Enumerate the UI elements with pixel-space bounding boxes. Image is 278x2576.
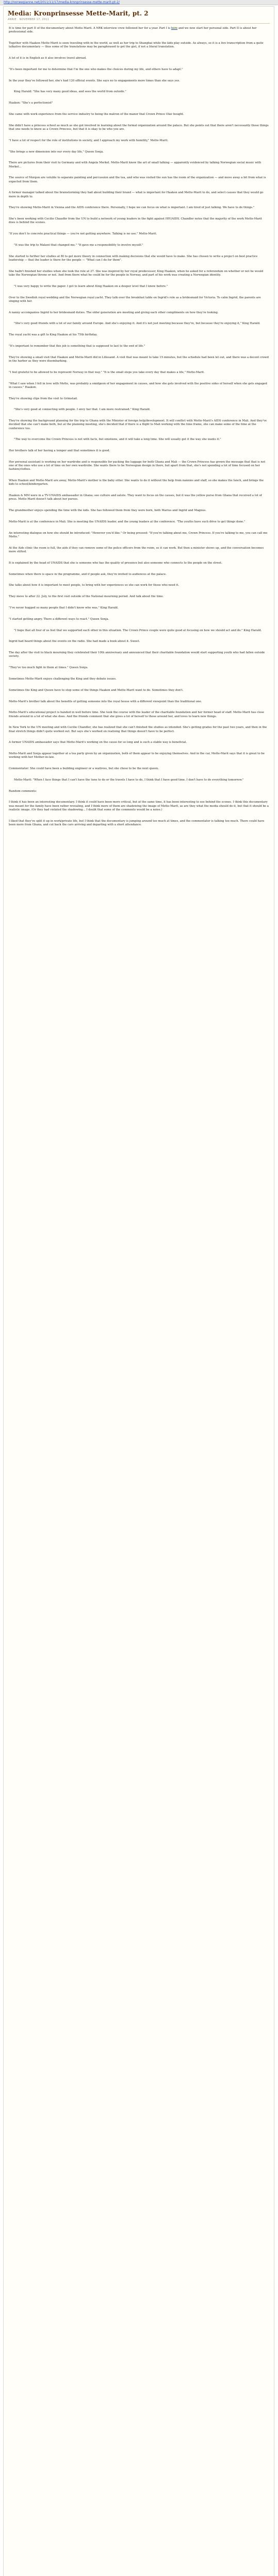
part-one-link[interactable]: here (171, 27, 178, 30)
article-paragraph: Mette-Marit's educational project is handed in well before time. She took the course with the leader of the charitable foundation and her former head of staff. Mette-Marit has close friends around in a lot of what she does. And the friends comment that she gives a lot of herself to those around her, and loves to learn new things. (9, 711, 265, 718)
article-paragraph: She's been working with Cecilie Chaudhr from the UN to build a network of young leaders in the fight against HIV/AIDS. Chandler notes that the majority of the work Mette-Marit does is behind the scenes. (9, 217, 262, 225)
article-paragraph: She talks about how it is important to meet people, to bring with her experiences so she can work for those who need it. (9, 584, 179, 587)
article-paragraph: "I have a lot of respect for the role of institutions in society, and I approach my work with humility," Mette-Marit. (9, 139, 169, 142)
article-paragraph: Haakon: "She's a perfectionist" (9, 101, 53, 105)
article-paragraph: The grandmother enjoys spending the time with the kids. She has followed them from they were born, both Marius and Ingrid and Magnus. (9, 509, 207, 513)
article-paragraph: In the year they've followed her, she's had 120 official events. She says no to engagements more times than she says yes. (9, 79, 180, 82)
article-paragraph: The source of Morgon are voluble to separate painting and percussion and the tea, and who was visited the sun has the room of the organization — and move away a bit from what is expected from them. (9, 176, 266, 183)
article-paragraph: "What I saw when I fell in love with Mette, was probably a smidgeon of her engagement in causes, and how she gets involved with the positive sides of herself when she gets engaged in causes." Haakon. (9, 382, 267, 389)
article-paragraph: "It's important to remember that this job is something that is supposed to last to the end of life." (9, 344, 145, 348)
article-paragraph: Ingrid had heard things about the events on the radio. She had made a book about it. Sweet. (9, 640, 140, 643)
article-paragraph: In New York to the UN meeting and with Cecilie Chandler, she has realized that she can't finished the studies as intended. She's getting grades for the past two years, and then in the final stretch things didn't quite worked out. But says she's worked on realising that things doesn't have to be perfect. (9, 726, 267, 733)
article-byline: ANNIE · NOVEMBER 17, 2011 (8, 18, 50, 21)
article-paragraph: She came with work experience from the service industry to being the matron of the manor that Crown Prince Olav bought. (9, 112, 184, 116)
article-paragraph: "If you don't to concrete practical things — you're not getting anywhere. Talking is no use." Mette-Marit. (9, 232, 157, 236)
article-paragraph: An interesting dialogue on how she should be introduced: "However you'd like." Or being pressed: "If you're talking about me, Crown Princess. If you're talking to me, you can call me Mette." (9, 531, 268, 538)
article-paragraph: Random comments: (9, 789, 37, 793)
article-quote: "I hope that all four of us feel that we supported each other in this situation. The Crown Prince couple were quite good at focusing on how we should act and do." King Harald. (14, 629, 262, 632)
title-divider (8, 23, 270, 24)
article-body (9, 27, 269, 827)
article-quote: "She's very good friends with a lot of our family around Europe. And she's enjoying it. And it's not just meeting because they're, but because they're enjoying it," King Harald. (14, 322, 260, 326)
article-paragraph: "It's been important for me to determine that I'm the one who makes the choices during my life, and others have to adapt." (9, 67, 183, 71)
article-paragraph: "I've never hugged so many people that I didn't know who was," King Harald. (9, 606, 119, 609)
article-paragraph: A lot of it is in English as it also involves travel abroad. (9, 57, 87, 60)
article-paragraph: A former manager talked about the brainstorming they had about building their brand — what is important for Haakon and Mette-Marit to do, and select causes that they would go more in depth to. (9, 191, 264, 198)
article-paragraph: The day after the visit to black mourning they celebrated their 10th anniversary and announced that their charitable foundation would start supporting youth who had fallen outside society. (9, 651, 265, 658)
article-paragraph: At the Aids clinic the room is full, the aids if they can remove some of the police officers from the room, so it can work. But then a minister shows up, and the conversation becomes more stilted. (9, 546, 264, 553)
page-url[interactable]: http://norwegianne.net/2011/11/17/media-kronprinsesse-mette-marit-pt-2/ (4, 1, 120, 4)
article-paragraph: A nanny accompanies Ingrid to her bridesmaid duties. The older generation are meeting and giving each other compliments on how they're looking. (9, 311, 219, 314)
article-title: Media: Kronprinsesse Mette-Marit, pt. 2 (8, 10, 149, 17)
article-paragraph: It is explained by the head of UNAIDS that she is someone who has the quality of presence but also someone who connects to the people on the street. (9, 561, 222, 565)
article-paragraph: Her personal assistant is working on her wardrobe and is responsible for packing the luggage for both Ghana and Mali — the Crown Princess has grown the message that that is not one of the ones who use a lot of time on her own wardrobe. She wants there to be Norwegian design in there, but apart from that, she's not spending a lot of time focused on her fashion/clothes. (9, 460, 266, 471)
article-quote: "It was the trip to Malawi that changed me." "It gave me a responsibility to involve myself." (14, 243, 143, 247)
article-paragraph: I liked that they've split it up in work/private life, but I think that the documentary is jumping around too much at times, and the commentator is talking too much. There could have been more from Ghana, and cut back the cars arriving and departing with a short attendance. (9, 819, 265, 826)
article-paragraph: They're showing the background planning for the trip to Ghana with the Minister of foreign help/development. It will conflict with Mette-Marit's AIDS conference in Mali. And they've decided that she can't make both, but at the planning meeting, she's decided that if there is a flight to Mali working with the time frame, she can make some of the time at the conference too. (9, 419, 267, 430)
article-quote: Mette-Marit: "When I face things that I can't have the tune to do or the travels I have to do, I think that I have good time. I don't have to do everything tomorrow." (14, 778, 244, 782)
intro-text-before: It is time for part II of the documentary about Mette-Marit. A NRK interview crew followed her for a year. Part I is (9, 27, 171, 30)
article-paragraph: There are pictures from their visit to Germany and with Angela Merkel. Mette-Marit knew the art of small talking — apparently evidenced by talking Norwegian social music with Merkel... (9, 161, 261, 168)
article-paragraph: Sometimes Mette-Marit enjoys challenging the King and they debate issues. (9, 677, 117, 681)
intro-paragraph (9, 27, 269, 34)
article-paragraph: They move to after 22. July, to the first visit outside of the National mourning period. And talk about the time. (9, 595, 164, 599)
article-quote: "She's very good at connecting with people. I envy her that. I am more restrained." King Harald. (14, 408, 151, 412)
article-paragraph: She didn't have a princess school as much as she got involved in learning about the formal organization around the palace. But she points out that there aren't necessarily those things that one needs to know as a Crown Princess, but that it is okay to be who you are. (9, 124, 269, 131)
article-quote: King Harald: "She has very many good ideas, and sees the world from outside." (14, 90, 126, 94)
article-paragraph: Together with Haakon Mette-Marit is seen traveling with in the world, as well as her trip to Shanghai while the kids play outside. As always, so it is a live transcription from a quite talkative documentary — thus some of the translations may be paraphrased to get the gist, if not a literal translation. (9, 42, 264, 49)
article-paragraph: Sometimes when there is space in the programme, and if people ask, they're invited to audiences at the palace. (9, 572, 167, 576)
article-paragraph: When Haakon and Mette-Marit are away, Mette-Marit's mother is the baby sitter. She wants to do it without the help from nannies and staff, so she makes the lunch, and brings the kids to school/kindergarten. (9, 479, 264, 486)
article-paragraph: They're showing a small visit that Haakon and Mette-Marit did in Lillesand. A visit that was meant to take 15 minutes, but the schedule had been let out, and there was a decent crowd in the harbor as they were disembarking. (9, 355, 269, 363)
article-paragraph: Mette-Marit is at the conference in Mali. She is meeting the UNAIDS leader, and the young leaders at the conference. "The youths have such drive to get things done." (9, 520, 246, 523)
article-paragraph: Her brothers talk of her having a temper and that sometimes it is good. (9, 449, 110, 453)
article-paragraph: Commentator: She could have been a building engineer or a waitress, but she chose to be the next queen. (9, 767, 159, 771)
article-paragraph: A former UNAIDS ambassador says that Mette-Marit's working on the cause for so long and is such a stable way is beneficial. (9, 741, 187, 744)
article-paragraph: Sometimes the King and Queen have to stop some of the things Haakon and Mette-Marit want to do. Sometimes they don't. (9, 688, 184, 692)
article-paragraph: I think it has been an interesting documentary. I think it could have been more critical, but at the same time, it has been interesting to see behind the scenes. I think this documentary was meant for the family have been rather revealing, and I think more of them are shadowing the image of Mette-Marit, as are they what the media should do it, but that it should be a realistic image. (Or they had violated the shadowing... I doubt that some of the comments would be a noise.) (9, 801, 269, 811)
article-paragraph: The royal yacht was a gift to King Haakon at his 75th birthday. (9, 333, 97, 337)
article-paragraph: She hadn't finished her studies when she took the role at 27. She was inspired by her royal predecessor, King Haakon, when he asked for a referendum on whether or not he would take the Norwegian throne or not. And from there what he could be for the people in Norway, and part of his work was creating a Norwegian identity. (9, 269, 264, 277)
article-paragraph: She started to further her studies at BI to get more theory in connection with making decisions that she would have to make. She has chosen to write a project on best practice leadership — that the leader is there for the people — "What can I do for them". (9, 255, 258, 262)
article-paragraph: "I feel grateful to be allowed to be represent Norway in that way." "It is the small steps you take every day that makes a life," Mette-Marit. (9, 370, 205, 374)
article-paragraph: "She brings a new dimension into our every day life," Queen Sonja. (9, 150, 104, 154)
address-bar[interactable] (0, 0, 278, 5)
article-paragraph: They're showing clips from the visit to Grimstad. (9, 397, 78, 400)
article-quote: "I was very happy to write the paper. I got to learn about King Haakon on a deeper level that I knew before." (14, 284, 168, 288)
article-paragraph: Haakon & MM were in a TV-UNAIDS ambassador in Ghana; see culture and salute. They want to focus on the causes, but it was the yellow purse from Ghana that received a lot of press. Mette-Marit doesn't talk about her purses. (9, 494, 262, 501)
intro-text-after: and we now start her personal side. Part II is about her professional side. (9, 27, 257, 34)
article-paragraph: "I started getting angry. There a different ways to react." Queen Sonja. (9, 617, 109, 621)
article-paragraph: "They've too much fight in them at times." Queen Sonja. (9, 666, 88, 670)
article-paragraph: Over to the Swedish royal wedding and the Norwegian royal yacht. They talk over the breakfast table on Ingrid's role as a bridesmaid for Victoria. To calm Ingrid, the parents are singing with her. (9, 296, 261, 303)
article-paragraph: They're showing Mette-Marit in Vienna and the AIDS conference there. Personally, I hope we can focus on what is important. I am tired of just talking. We have to do things." (9, 206, 255, 210)
article-page (3, 6, 274, 2576)
article-quote: "The way to overcome the Crown Princess is not with facts, but emotions, and it will take a long time. She will usually get it the way she wants it." (14, 438, 221, 442)
article-paragraph: Mette-Marit's brother talk about the benefits of getting someone into the royal house with a different viewpoint than the traditional one. (9, 700, 202, 703)
article-paragraph: Mette-Marit and Sonja appear together at a tea party given by an organization, both of them appear to be enjoying themselves. And in the car, Mette-Marit says that it is great to be working with her Mother-in-law. (9, 752, 265, 759)
